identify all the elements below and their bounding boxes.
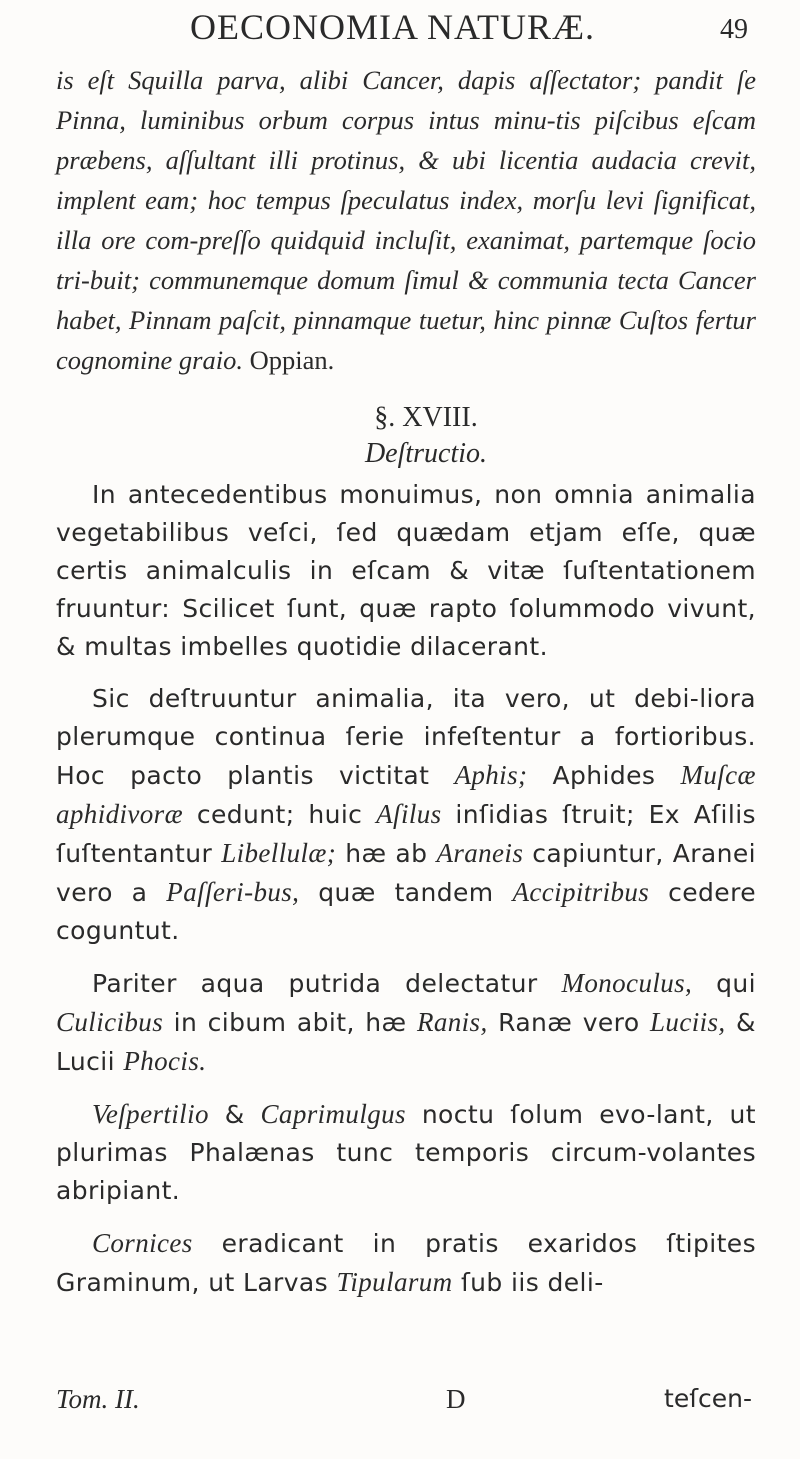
text-span: & Lucii xyxy=(56,1008,756,1076)
page-number: 49 xyxy=(720,14,748,45)
opening-text: is eſt Squilla parva, alibi Cancer, dapis aſſectator; pandit ſe Pinna, luminibus orbum corpus intus minu-tis piſcibus eſcam præbens, aſſultant illi protinus, & ubi licentia audacia crevit, implent eam; hoc tempus ſpeculatus index, morſu levi ſignificat, illa ore com-preſſo quidquid incluſit, exanimat, partemque ſocio tri-buit; communemque domum ſimul & communia tecta Cancer habet, Pinnam paſcit, pinnamque tuetur, hinc pinnæ Cuſtos fertur cognomine graio. xyxy=(56,65,756,375)
species-name: Culicibus xyxy=(56,1007,164,1037)
paragraph-intro: In antecedentibus monuimus, non omnia animalia vegetabilibus veſci, ſed quædam etjam eſſe, quæ certis animalculis in eſcam & vitæ ſuſtentationem fruuntur: Scilicet ſunt, quæ rapto ſolummodo vivunt, & multas imbelles quotidie dilacerant. xyxy=(56,480,756,661)
page-footer xyxy=(56,1384,756,1424)
text-span: noctu ſolum evo-lant, ut plurimas Phalænas tunc temporis circum-volantes abripiant. xyxy=(56,1100,756,1205)
page-header xyxy=(0,6,800,56)
species-name: Cornices xyxy=(92,1228,193,1258)
text-span: in cibum abit, hæ xyxy=(173,1008,407,1037)
text-span: cedunt; huic xyxy=(196,800,363,829)
catchword: teſcen- xyxy=(664,1384,752,1413)
species-name: Aſilus xyxy=(376,799,442,829)
signature-mark: D xyxy=(446,1384,466,1414)
species-name: Monoculus, xyxy=(561,968,693,998)
text-span: cedere coguntut. xyxy=(56,878,756,945)
species-name: Veſpertilio xyxy=(92,1099,209,1129)
text-span: eradicant in pratis exaridos ſtipites Graminum, ut Larvas xyxy=(56,1229,756,1297)
text-span: hæ ab xyxy=(345,839,428,868)
text-span: qui xyxy=(716,969,756,998)
species-name: Luciis, xyxy=(650,1007,726,1037)
opening-paragraph xyxy=(56,60,756,380)
paragraph-destruction-chain xyxy=(56,680,756,950)
section-number: §. XVIII. xyxy=(374,402,478,433)
species-name: Phocis. xyxy=(123,1046,207,1076)
text-span: Aphides xyxy=(552,761,656,790)
author-citation: Oppian. xyxy=(249,345,335,375)
paragraph-aquatic-chain xyxy=(56,964,756,1081)
text-span: & xyxy=(224,1100,245,1129)
species-name: Aphis; xyxy=(454,760,528,790)
text-span: quæ tandem xyxy=(318,878,494,907)
paragraph-night-hunters xyxy=(56,1095,756,1210)
paragraph-crows xyxy=(56,1224,756,1302)
species-name: Muſcæ aphidivoræ xyxy=(56,760,756,829)
species-name: Caprimulgus xyxy=(260,1099,406,1129)
species-name: Paſſeri-bus, xyxy=(166,877,300,907)
running-title: OECONOMIA NATURÆ. xyxy=(190,7,596,47)
species-name: Tipularum xyxy=(336,1267,453,1297)
text-span: inſidias ſtruit; Ex Aſilis ſuſtentantur xyxy=(56,800,756,868)
text-span: Pariter aqua putrida delectatur xyxy=(92,969,538,998)
species-name: Ranis, xyxy=(416,1007,488,1037)
volume-label: Tom. II. xyxy=(56,1384,140,1414)
text-span: Sic deſtruuntur animalia, ita vero, ut debi-liora plerumque continua ſerie infeſtentur a fortioribus. Hoc pacto plantis victitat xyxy=(56,684,756,790)
species-name: Accipitribus xyxy=(512,877,650,907)
species-name: Araneis xyxy=(436,838,524,868)
section-title: Deſtructio. xyxy=(364,438,488,469)
text-span: ſub iis deli- xyxy=(460,1268,604,1297)
text-span: Ranæ vero xyxy=(498,1008,640,1037)
species-name: Libellulæ; xyxy=(221,838,337,868)
text-span: capiuntur, Aranei vero a xyxy=(56,839,756,907)
page-body xyxy=(56,60,756,1302)
